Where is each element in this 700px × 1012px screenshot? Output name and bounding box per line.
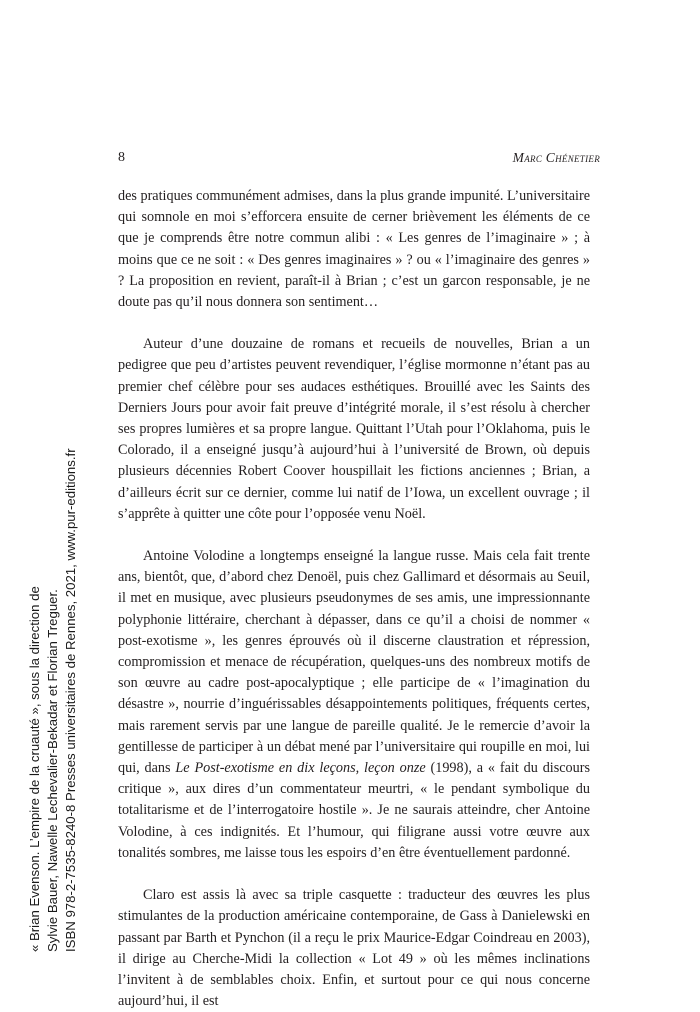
running-head: Marc Chénetier [512,150,600,165]
paragraph-2: Auteur d’une douzaine de romans et recueils de nouvelles, Brian a un pedigree que peu d’artistes peuvent revendiquer, l’église mormonne n’étant pas au premier chef célèbre pour ses audaces esthétiques. Brouillé avec les Saints des Derniers Jours pour avoir fait preuve d’intégrité morale, il s’est résolu à chercher ses propres lumières et sa propre langue. Quittant l’Utah pour l’Oklahoma, puis le Colorado, il a enseigné jusqu’à aujourd’hui à l’université de Brown, où depuis plusieurs décennies Robert Coover houspillait les fictions anciennes ; Brian, a d’ailleurs écrit sur ce dernier, comme lui natif de l’Iowa, un excellent ouvrage ; il s’apprête à quitter une côte pour l’opposée venu Noël. [118,336,590,522]
sidenote-line-2: Sylvie Bauer, Nawelle Lechevalier-Bekadar et Florian Treguer. [44,589,60,952]
book-title: Le Post-exotisme en dix leçons, leçon onze [175,760,426,777]
paragraph-4: Claro est assis là avec sa triple casquette : traducteur des œuvres les plus stimulantes de la production américaine contemporaine, de Gass à Danielewski en passant par Barth et Pynchon (il a reçu le prix Maurice-Edgar Coindreau en 2003), il dirige au Cherche-Midi la collection « Lot 49 » où les mêmes inclinations l’invitent à de semblables choix. Enfin, et surtout pour ce qui nous concerne aujourd’hui, il est [118,887,590,1010]
paragraph-3-after: (1998), a « fait du discours critique », aux dires d’un commentateur meurtri, « le pendant symbolique du totalitarisme et de l’interrogatoire hostile ». Je ne saurais atteindre, cher Antoine Volodine, à ces indignités. Et l’humour, qui filigrane aussi votre œuvre aux tonalités sombres, me laisse tous les espoirs d’en être éventuellement pardonné. [118,760,590,861]
body-text [118,186,590,1012]
sidenote-line-1: « Brian Evenson. L’empire de la cruauté », sous la direction de [27,586,42,952]
sidenote-line-3: ISBN 978-2-7535-8240-8 Presses universitaires de Rennes, 2021, www.pur-editions.fr [62,448,78,952]
copyright-sidenote [26,392,88,952]
paragraph-3-before: Antoine Volodine a longtemps enseigné la langue russe. Mais cela fait trente ans, bientôt, que, d’abord chez Denoël, puis chez Gallimard et désormais au Seuil, il met en musique, avec plusieurs pseudonymes de ses amis, une impressionnante polyphonie littéraire, cherchant à dépasser, dans ce qu’il a choisi de nommer « post-exotisme », les genres éprouvés où il discerne claustration et répression, compromission et menace de récupération, quelques-uns des nombreux motifs de son œuvre au cadre post-apocalyptique ; elle participe de « l’imagination du désastre », nourrie d’inguérissables désappointements politiques, fréquents certes, mais rarement servis par une langue de pareille qualité. Je le remercie d’avoir la gentillesse de participer à un débat mené par l’universitaire qui roupille en moi, lui qui, dans [118,548,590,777]
paragraph-3 [118,546,590,864]
paragraph-1: des pratiques communément admises, dans la plus grande impunité. L’universitaire qui somnole en moi s’efforcera ensuite de cerner brièvement les éléments de ce que je comprends être notre commun alibi : « Les genres de l’imaginaire » ; à moins que ce ne soit : « Des genres imaginaires » ? ou « l’imaginaire des genres » ? La proposition en revient, paraît-il à Brian ; c’est un garcon responsable, je ne doute pas qu’il nous donnera son sentiment… [118,188,590,311]
page-number: 8 [118,150,125,165]
